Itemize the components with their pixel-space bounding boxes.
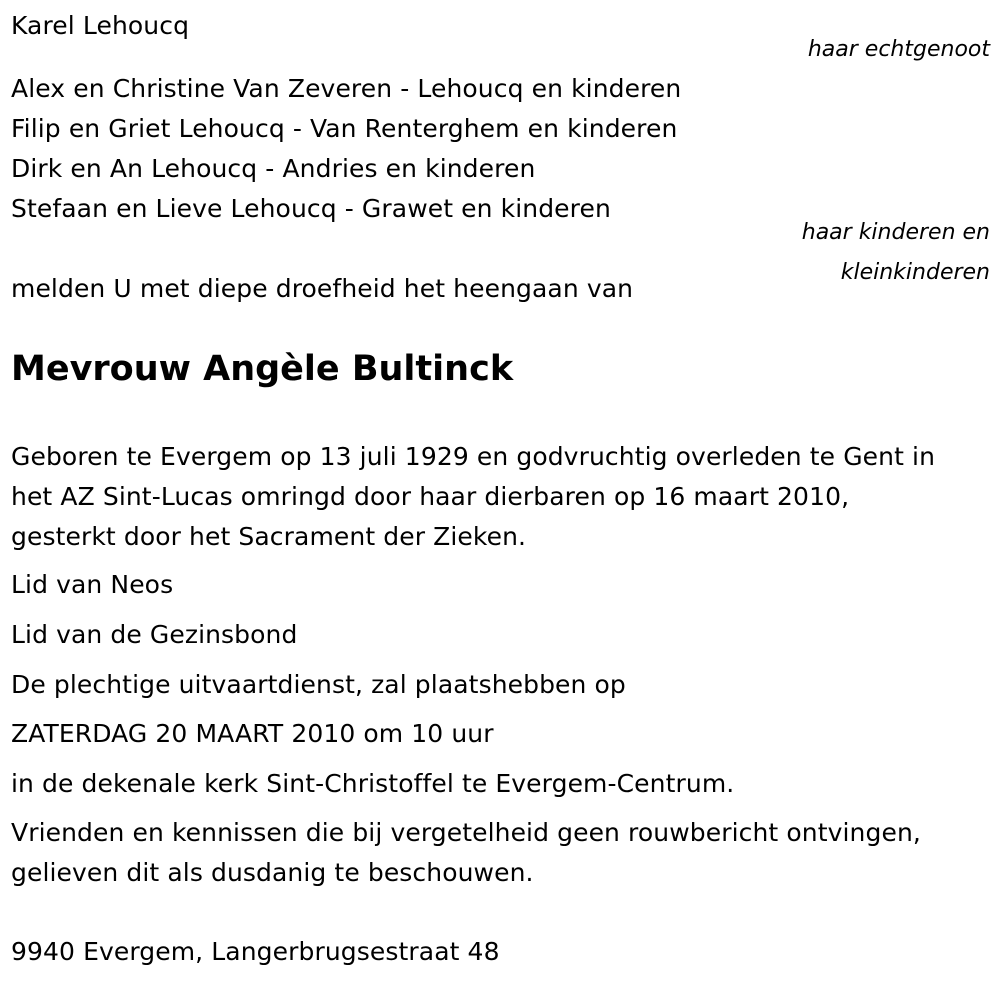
birth-death-line: het AZ Sint-Lucas omringd door haar dierbaren op 16 maart 2010,	[11, 482, 850, 511]
membership-gezinsbond: Lid van de Gezinsbond	[11, 620, 298, 649]
address: 9940 Evergem, Langerbrugsestraat 48	[11, 937, 500, 966]
birth-death-line: Geboren te Evergem op 13 juli 1929 en godvruchtig overleden te Gent in	[11, 442, 936, 471]
birth-death-line: gesterkt door het Sacrament der Zieken.	[11, 522, 527, 551]
service-date: ZATERDAG 20 MAART 2010 om 10 uur	[11, 719, 494, 748]
child-family-line: Filip en Griet Lehoucq - Van Renterghem en kinderen	[11, 114, 678, 143]
service-intro: De plechtige uitvaartdienst, zal plaatshebben op	[11, 670, 626, 699]
child-family-line: Stefaan en Lieve Lehoucq - Grawet en kinderen	[11, 194, 611, 223]
child-family-line: Alex en Christine Van Zeveren - Lehoucq en kinderen	[11, 74, 682, 103]
deceased-name-heading: Mevrouw Angèle Bultinck	[11, 349, 514, 389]
children-relation-line1: haar kinderen en	[801, 220, 990, 245]
notice-line: gelieven dit als dusdanig te beschouwen.	[11, 858, 534, 887]
child-family-line: Dirk en An Lehoucq - Andries en kinderen	[11, 154, 536, 183]
membership-neos: Lid van Neos	[11, 570, 174, 599]
service-location: in de dekenale kerk Sint-Christoffel te Evergem-Centrum.	[11, 769, 735, 798]
spouse-name: Karel Lehoucq	[11, 11, 190, 40]
spouse-relation: haar echtgenoot	[807, 37, 990, 62]
children-relation-line2: kleinkinderen	[840, 260, 990, 285]
announcement-text: melden U met diepe droefheid het heengaan van	[11, 274, 634, 303]
notice-line: Vrienden en kennissen die bij vergetelheid geen rouwbericht ontvingen,	[11, 818, 921, 847]
